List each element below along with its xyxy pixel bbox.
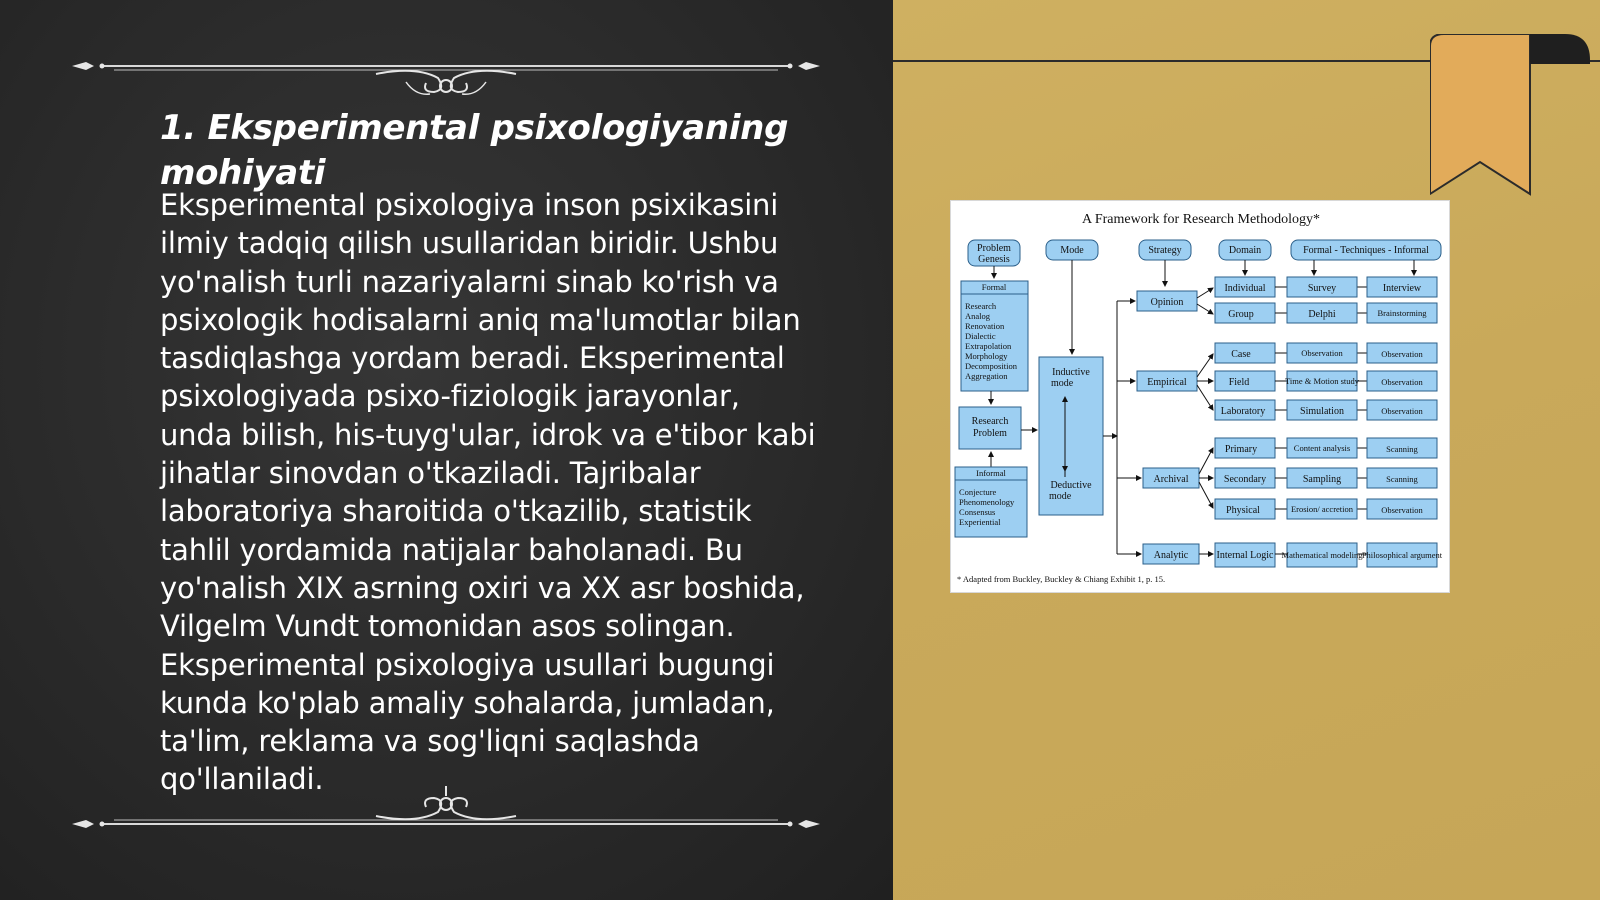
framework-diagram bbox=[951, 201, 1451, 594]
body-line: qo'llaniladi. bbox=[160, 762, 324, 797]
formal-item: Extrapolation bbox=[965, 341, 1012, 351]
technique-label: Content analysis bbox=[1293, 443, 1351, 453]
body-line: yo'nalish XIX asrning oxiri va XX asr boshida, bbox=[160, 570, 805, 605]
domain-label: Internal Logic bbox=[1216, 550, 1274, 561]
header-label: Problem bbox=[977, 243, 1011, 254]
domain-label: Group bbox=[1228, 309, 1254, 320]
domain-label: Individual bbox=[1224, 283, 1266, 294]
technique-label: Observation bbox=[1381, 505, 1423, 515]
body-line: yo'nalish turli nazariyalarni sinab ko'rish va bbox=[160, 264, 779, 299]
formal-item: Analog bbox=[965, 311, 991, 321]
formal-item: Renovation bbox=[965, 321, 1005, 331]
body-line: ilmiy tadqiq qilish usullaridan biridir. Ushbu bbox=[160, 226, 779, 261]
strategy-label: Empirical bbox=[1147, 377, 1187, 388]
formal-item: Decomposition bbox=[965, 361, 1017, 371]
header-label: Formal - Techniques - Informal bbox=[1303, 245, 1429, 256]
header-label: Strategy bbox=[1148, 245, 1182, 256]
technique-label: Scanning bbox=[1386, 444, 1418, 454]
technique-label: Brainstorming bbox=[1377, 308, 1427, 318]
body-line: laboratoriya sharoitida o'tkazilib, statistik bbox=[160, 494, 752, 529]
figure-footnote: * Adapted from Buckley, Buckley & Chiang Exhibit 1, p. 15. bbox=[957, 574, 1166, 584]
mode-label: mode bbox=[1049, 491, 1072, 502]
formal-item: Dialectic bbox=[965, 331, 996, 341]
body-line: unda bilish, his-tuyg'ular, idrok va e'tibor kabi bbox=[160, 417, 816, 452]
body-line: kunda ko'plab amaliy sohalarda, jumladan, bbox=[160, 685, 775, 720]
header-label: Domain bbox=[1228, 245, 1262, 256]
slide-title-line: mohiyati bbox=[160, 153, 326, 193]
formal-item: Morphology bbox=[965, 351, 1008, 361]
header-label: Mode bbox=[1060, 245, 1084, 256]
body-line: tasdiqlashga yordam beradi. Eksperimental bbox=[160, 341, 785, 376]
slide-title bbox=[160, 106, 850, 196]
header-label: Genesis bbox=[978, 254, 1010, 265]
formal-item: Aggregation bbox=[965, 371, 1008, 381]
informal-label: Informal bbox=[976, 468, 1006, 478]
technique-label: Scanning bbox=[1386, 474, 1418, 484]
technique-label: Observation bbox=[1381, 406, 1423, 416]
informal-item: Conjecture bbox=[959, 487, 997, 497]
technique-label: Observation bbox=[1381, 377, 1423, 387]
technique-label: Time & Motion study bbox=[1284, 376, 1360, 386]
body-line: jihatlar sinovdan o'tkaziladi. Tajribalar bbox=[160, 456, 701, 491]
strategy-label: Archival bbox=[1153, 474, 1189, 485]
research-problem-label: Research bbox=[971, 416, 1009, 427]
slide-title-line: 1. Eksperimental psixologiyaning bbox=[160, 108, 789, 148]
domain-label: Laboratory bbox=[1220, 406, 1266, 417]
domain-label: Physical bbox=[1226, 505, 1260, 516]
technique-label: Interview bbox=[1382, 283, 1422, 294]
formal-label: Formal bbox=[981, 282, 1007, 292]
technique-label: Philosophical argument bbox=[1361, 550, 1443, 560]
mode-label: Deductive bbox=[1050, 480, 1092, 491]
informal-item: Experiential bbox=[959, 517, 1001, 527]
body-line: Vilgelm Vundt tomonidan asos solingan. bbox=[160, 609, 735, 644]
technique-label: Sampling bbox=[1302, 474, 1342, 485]
research-problem-label: Problem bbox=[973, 428, 1007, 439]
research-methodology-figure bbox=[950, 200, 1450, 593]
formal-item: Research bbox=[965, 301, 997, 311]
mode-label: mode bbox=[1051, 378, 1074, 389]
body-line: psixologiyada psixo-fiziologik jarayonlar, bbox=[160, 379, 740, 414]
technique-label: Survey bbox=[1307, 283, 1337, 294]
technique-label: Erosion/ accretion bbox=[1290, 504, 1354, 514]
bookmark-ribbon-icon bbox=[1430, 34, 1600, 204]
informal-item: Phenomenology bbox=[959, 497, 1015, 507]
slide-body-paragraph bbox=[160, 186, 850, 799]
domain-label: Secondary bbox=[1223, 474, 1267, 485]
technique-label: Mathematical modeling bbox=[1281, 550, 1363, 560]
body-line: ta'lim, reklama va sog'liqni saqlashda bbox=[160, 724, 700, 759]
body-line: tahlil yordamida natijalar baholanadi. Bu bbox=[160, 532, 743, 567]
domain-label: Field bbox=[1228, 377, 1250, 388]
informal-item: Consensus bbox=[959, 507, 996, 517]
figure-title: A Framework for Research Methodology* bbox=[1082, 212, 1320, 227]
ornament-top-divider bbox=[66, 52, 826, 112]
body-line: Eksperimental psixologiya usullari bugungi bbox=[160, 647, 775, 682]
technique-label: Simulation bbox=[1300, 406, 1344, 417]
technique-label: Observation bbox=[1381, 349, 1423, 359]
domain-label: Primary bbox=[1224, 444, 1258, 455]
technique-label: Observation bbox=[1301, 348, 1343, 358]
mode-label: Inductive bbox=[1052, 367, 1090, 378]
body-line: Eksperimental psixologiya inson psixikasini bbox=[160, 188, 779, 222]
strategy-label: Opinion bbox=[1150, 297, 1184, 308]
strategy-label: Analytic bbox=[1153, 550, 1189, 561]
body-line: psixologik hodisalarni aniq ma'lumotlar bilan bbox=[160, 302, 801, 337]
domain-label: Case bbox=[1231, 349, 1251, 360]
technique-label: Delphi bbox=[1308, 309, 1336, 320]
